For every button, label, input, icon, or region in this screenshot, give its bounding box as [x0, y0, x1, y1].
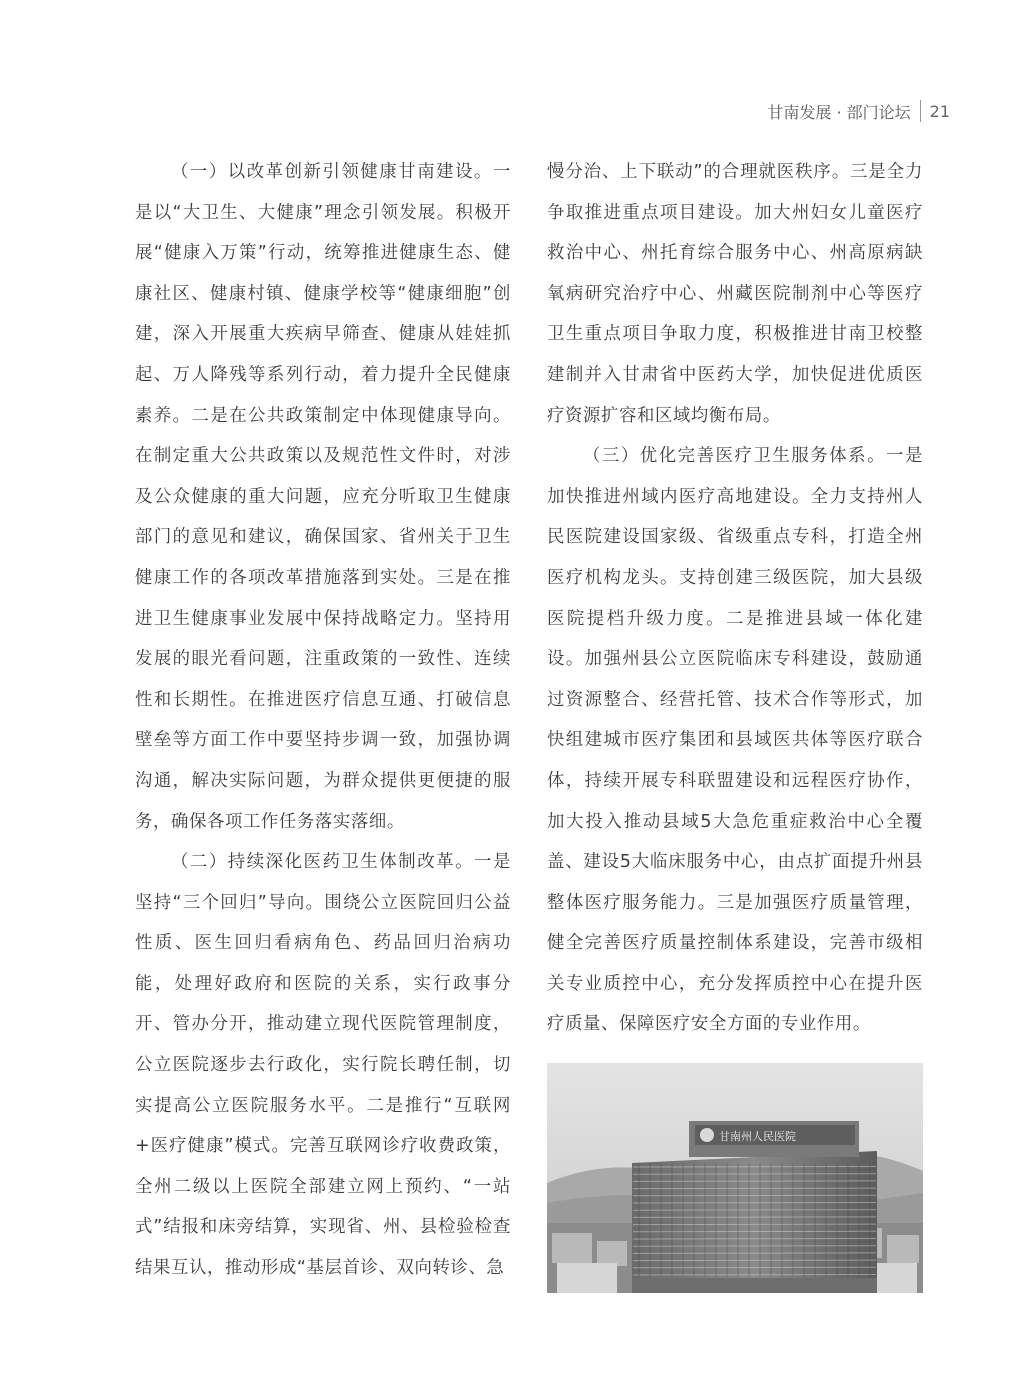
- header-divider: [920, 100, 921, 122]
- page-number: 21: [929, 101, 950, 121]
- hospital-sign: 甘南州人民医院: [719, 1130, 796, 1143]
- paragraph-continued-text: 慢分治、上下联动”的合理就医秩序。三是全力争取推进重点项目建设。加大州妇女儿童医疗救治中心、州托育综合服务中心、州高原病缺氧病研究治疗中心、州藏医院制剂中心等医疗卫生重点项目争取力度，积极推进甘南卫校整建制并入甘肃省中医药大学，加快促进优质医疗资源扩容和区域均衡布局。: [547, 162, 923, 426]
- hospital-photo: [547, 1063, 923, 1293]
- paragraph-medical-reform: （二）持续深化医药卫生体制改革。一是坚持“三个回归”导向。围绕公立医院回归公益性质、医生回归看病角色、药品回归治病功能，处理好政府和医院的关系，实行政事分开、管办分开，推动建立现代医院管理制度，公立医院逐步去行政化，实行院长聘任制，切实提高公立医院服务水平。二是推行“互联网+医疗健康”模式。完善互联网诊疗收费政策，全州二级以上医院全部建立网上预约、“一站式”结报和床旁结算，实现省、州、县检验检查结果互认，推动形成“基层首诊、双向转诊、急: [135, 852, 511, 1279]
- running-header: [767, 97, 950, 125]
- right-column: [547, 152, 923, 1045]
- paragraph-reform-innovation: （一）以改革创新引领健康甘南建设。一是以“大卫生、大健康”理念引领发展。积极开展“健康入万策”行动，统筹推进健康生态、健康社区、健康村镇、健康学校等“健康细胞”创建，深入开展重大疾病早筛查、健康从娃娃抓起、万人降残等系列行动，着力提升全民健康素养。二是在公共政策制定中体现健康导向。在制定重大公共政策以及规范性文件时，对涉及公众健康的重大问题，应充分听取卫生健康部门的意见和建议，确保国家、省州关于卫生健康工作的各项改革措施落到实处。三是在推进卫生健康事业发展中保持战略定力。坚持用发展的眼光看问题，注重政策的一致性、连续性和长期性。在推进医疗信息互通、打破信息壁垒等方面工作中要坚持步调一致，加强协调沟通，解决实际问题，为群众提供更便捷的服务，确保各项工作任务落实落细。: [135, 162, 511, 832]
- paragraph-service-system: （三）优化完善医疗卫生服务体系。一是加快推进州域内医疗高地建设。全力支持州人民医院建设国家级、省级重点专科，打造全州医疗机构龙头。支持创建三级医院，加大县级医院提档升级力度。二是推进县域一体化建设。加强州县公立医院临床专科建设，鼓励通过资源整合、经营托管、技术合作等形式，加快组建城市医疗集团和县域医共体等医疗联合体，持续开展专科联盟建设和远程医疗协作，加大投入推动县域5大急危重症救治中心全覆盖、建设5大临床服务中心，由点扩面提升州县整体医疗服务能力。三是加强医疗质量管理，健全完善医疗质量控制体系建设，完善市级相关专业质控中心，充分发挥质控中心在提升医疗质量、保障医疗安全方面的专业作用。: [547, 446, 923, 1035]
- section-title: 甘南发展 · 部门论坛: [767, 102, 911, 122]
- hospital-building-image: [547, 1063, 923, 1293]
- hospital-logo-icon: [700, 1128, 714, 1142]
- left-column: [135, 152, 511, 1289]
